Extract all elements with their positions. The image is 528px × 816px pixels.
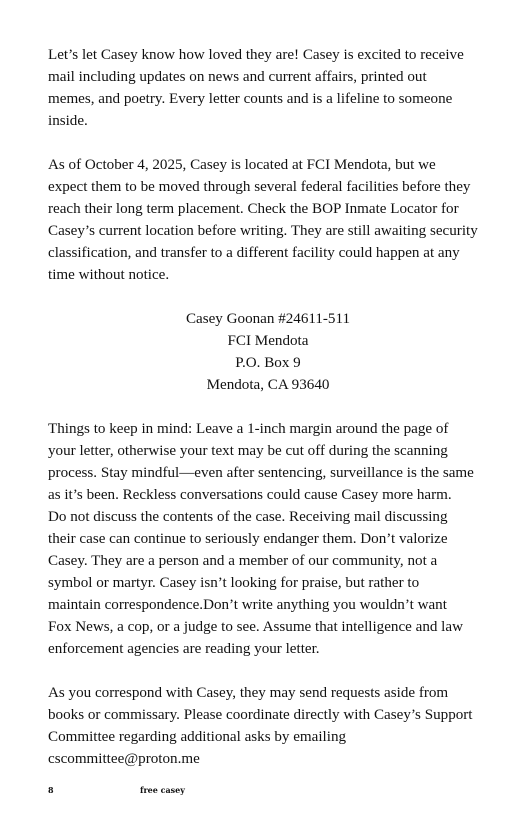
- guidelines-paragraph: Things to keep in mind: Leave a 1-inch margin around the page of your letter, otherwise your text may be cut off during the scanning process. Stay mindful—even after sentencing, surveillance is the same as it’s been. Reckless conversations could cause Casey more harm. Do not discuss the contents of the case. Receiving mail discussing their case can continue to seriously endanger them. Don’t valorize Casey. They are a person and a member of our community, not a symbol or martyr. Casey isn’t looking for praise, but rather to maintain correspondence.Don’t write anything you wouldn’t want Fox News, a cop, or a judge to see. Assume that intelligence and law enforcement agencies are reading your letter.: [48, 421, 474, 657]
- requests-paragraph: As you correspond with Casey, they may send requests aside from books or commissary. Please coordinate directly with Casey’s Support Committee regarding additional asks by emailing cscommittee@proton.me: [48, 685, 473, 767]
- address-po-box-line: P.O. Box 9: [235, 355, 301, 371]
- address-city-line: Mendota, CA 93640: [206, 377, 330, 393]
- address-facility-line: FCI Mendota: [227, 333, 309, 349]
- page-number: 8: [48, 785, 54, 795]
- mailing-address: [48, 308, 488, 396]
- document-body: [48, 44, 488, 792]
- address-name-line: Casey Goonan #24611-511: [185, 311, 351, 327]
- intro-paragraph: Let’s let Casey know how loved they are! Casey is excited to receive mail including updates on news and current affairs, printed out memes, and poetry. Every letter counts and is a lifeline to someone inside.: [48, 47, 464, 129]
- running-title: free casey: [140, 785, 185, 795]
- page-footer: [48, 785, 348, 799]
- location-paragraph: As of October 4, 2025, Casey is located at FCI Mendota, but we expect them to be moved through several federal facilities before they reach their long term placement. Check the BOP Inmate Locator for Casey’s current location before writing. They are still awaiting security classification, and transfer to a different facility could happen at any time without notice.: [48, 157, 478, 283]
